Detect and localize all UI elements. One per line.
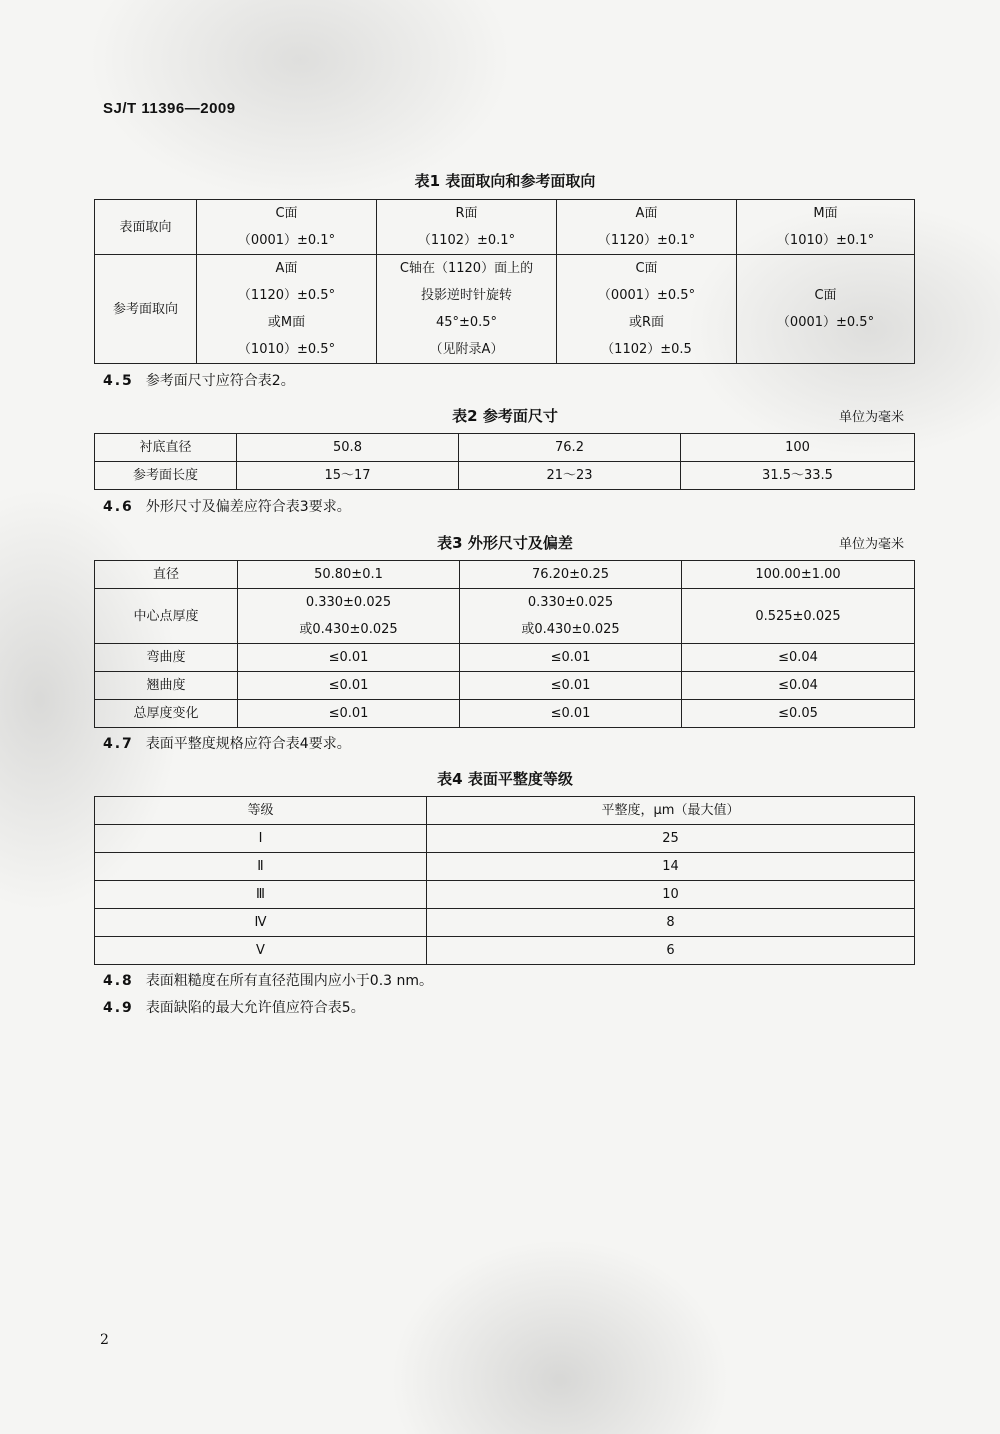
table-cell: C面 （0001）±0.5° 或R面 （1102）±0.5: [557, 255, 737, 364]
table-header-cell: 平整度，μm（最大值）: [427, 797, 915, 825]
table-cell: 76.20±0.25: [460, 561, 682, 589]
table2: [94, 433, 915, 490]
table-row: [95, 937, 915, 965]
table1-row-surface: [95, 200, 915, 255]
table-cell: 31.5～33.5: [681, 462, 915, 490]
table-row: [95, 881, 915, 909]
table-cell: 25: [427, 825, 915, 853]
clause-4-6: 4.6 外形尺寸及偏差应符合表3要求。: [103, 499, 351, 515]
table1: [94, 199, 915, 364]
table-cell: 翘曲度: [95, 672, 238, 700]
table-cell: M面 （1010）±0.1°: [737, 200, 915, 255]
table-cell: ≤0.01: [460, 644, 682, 672]
table-cell: 8: [427, 909, 915, 937]
table-row: [95, 700, 915, 728]
table-cell: C面 （0001）±0.1°: [197, 200, 377, 255]
table-cell: ≤0.01: [238, 700, 460, 728]
table-row: [95, 853, 915, 881]
table-cell: ≤0.01: [238, 672, 460, 700]
table2-unit: 单位为毫米: [838, 410, 904, 425]
table-cell: 76.2: [459, 434, 681, 462]
clause-4-5: 4.5 参考面尺寸应符合表2。: [103, 373, 295, 389]
table-cell: Ⅰ: [95, 825, 427, 853]
table-cell: 14: [427, 853, 915, 881]
table-cell: 100: [681, 434, 915, 462]
table-cell: 50.80±0.1: [238, 561, 460, 589]
table-row: [95, 561, 915, 589]
table3: [94, 560, 915, 728]
table-row: [95, 825, 915, 853]
table-header-row: [95, 797, 915, 825]
table-cell: ≤0.04: [682, 672, 915, 700]
table-row: [95, 589, 915, 644]
table-cell: R面 （1102）±0.1°: [377, 200, 557, 255]
table-cell: Ⅱ: [95, 853, 427, 881]
table-row: [95, 672, 915, 700]
table-row: [95, 909, 915, 937]
table-cell: ≤0.01: [460, 672, 682, 700]
table-row: [95, 434, 915, 462]
table4-caption: 表4 表面平整度等级: [437, 770, 573, 788]
table-cell: C面 （0001）±0.5°: [737, 255, 915, 364]
table-cell: Ⅴ: [95, 937, 427, 965]
table-cell: A面 （1120）±0.1°: [557, 200, 737, 255]
table-cell: C轴在（1120）面上的 投影逆时针旋转 45°±0.5° （见附录A）: [377, 255, 557, 364]
table-cell: ≤0.04: [682, 644, 915, 672]
table-cell: 10: [427, 881, 915, 909]
table-cell: ≤0.05: [682, 700, 915, 728]
table-cell: Ⅲ: [95, 881, 427, 909]
table-cell: 0.525±0.025: [682, 589, 915, 644]
table1-row-reference: [95, 255, 915, 364]
page-number: 2: [100, 1332, 109, 1348]
table-cell: 参考面长度: [95, 462, 237, 490]
table-cell: 衬底直径: [95, 434, 237, 462]
table1-row-label: 参考面取向: [95, 255, 197, 364]
table-cell: 100.00±1.00: [682, 561, 915, 589]
table-cell: 0.330±0.025 或0.430±0.025: [238, 589, 460, 644]
table3-caption: 表3 外形尺寸及偏差: [437, 534, 573, 552]
table1-row-label: 表面取向: [95, 200, 197, 255]
table-cell: 直径: [95, 561, 238, 589]
table4: [94, 796, 915, 965]
table-cell: 中心点厚度: [95, 589, 238, 644]
table-header-cell: 等级: [95, 797, 427, 825]
table1-caption: 表1 表面取向和参考面取向: [414, 172, 596, 190]
table2-caption: 表2 参考面尺寸: [452, 407, 558, 425]
clause-4-9: 4.9 表面缺陷的最大允许值应符合表5。: [103, 1000, 365, 1016]
table-cell: 15～17: [237, 462, 459, 490]
table-cell: 21～23: [459, 462, 681, 490]
standard-code: SJ/T 11396—2009: [103, 100, 236, 117]
table-cell: 6: [427, 937, 915, 965]
clause-4-8: 4.8 表面粗糙度在所有直径范围内应小于0.3 nm。: [103, 973, 434, 989]
table-row: [95, 644, 915, 672]
table-cell: ≤0.01: [238, 644, 460, 672]
table-cell: 0.330±0.025 或0.430±0.025: [460, 589, 682, 644]
table-cell: 50.8: [237, 434, 459, 462]
clause-4-7: 4.7 表面平整度规格应符合表4要求。: [103, 736, 351, 752]
table3-unit: 单位为毫米: [838, 537, 904, 552]
table-cell: A面 （1120）±0.5° 或M面 （1010）±0.5°: [197, 255, 377, 364]
table-cell: Ⅳ: [95, 909, 427, 937]
table-cell: ≤0.01: [460, 700, 682, 728]
table-row: [95, 462, 915, 490]
table-cell: 总厚度变化: [95, 700, 238, 728]
table-cell: 弯曲度: [95, 644, 238, 672]
